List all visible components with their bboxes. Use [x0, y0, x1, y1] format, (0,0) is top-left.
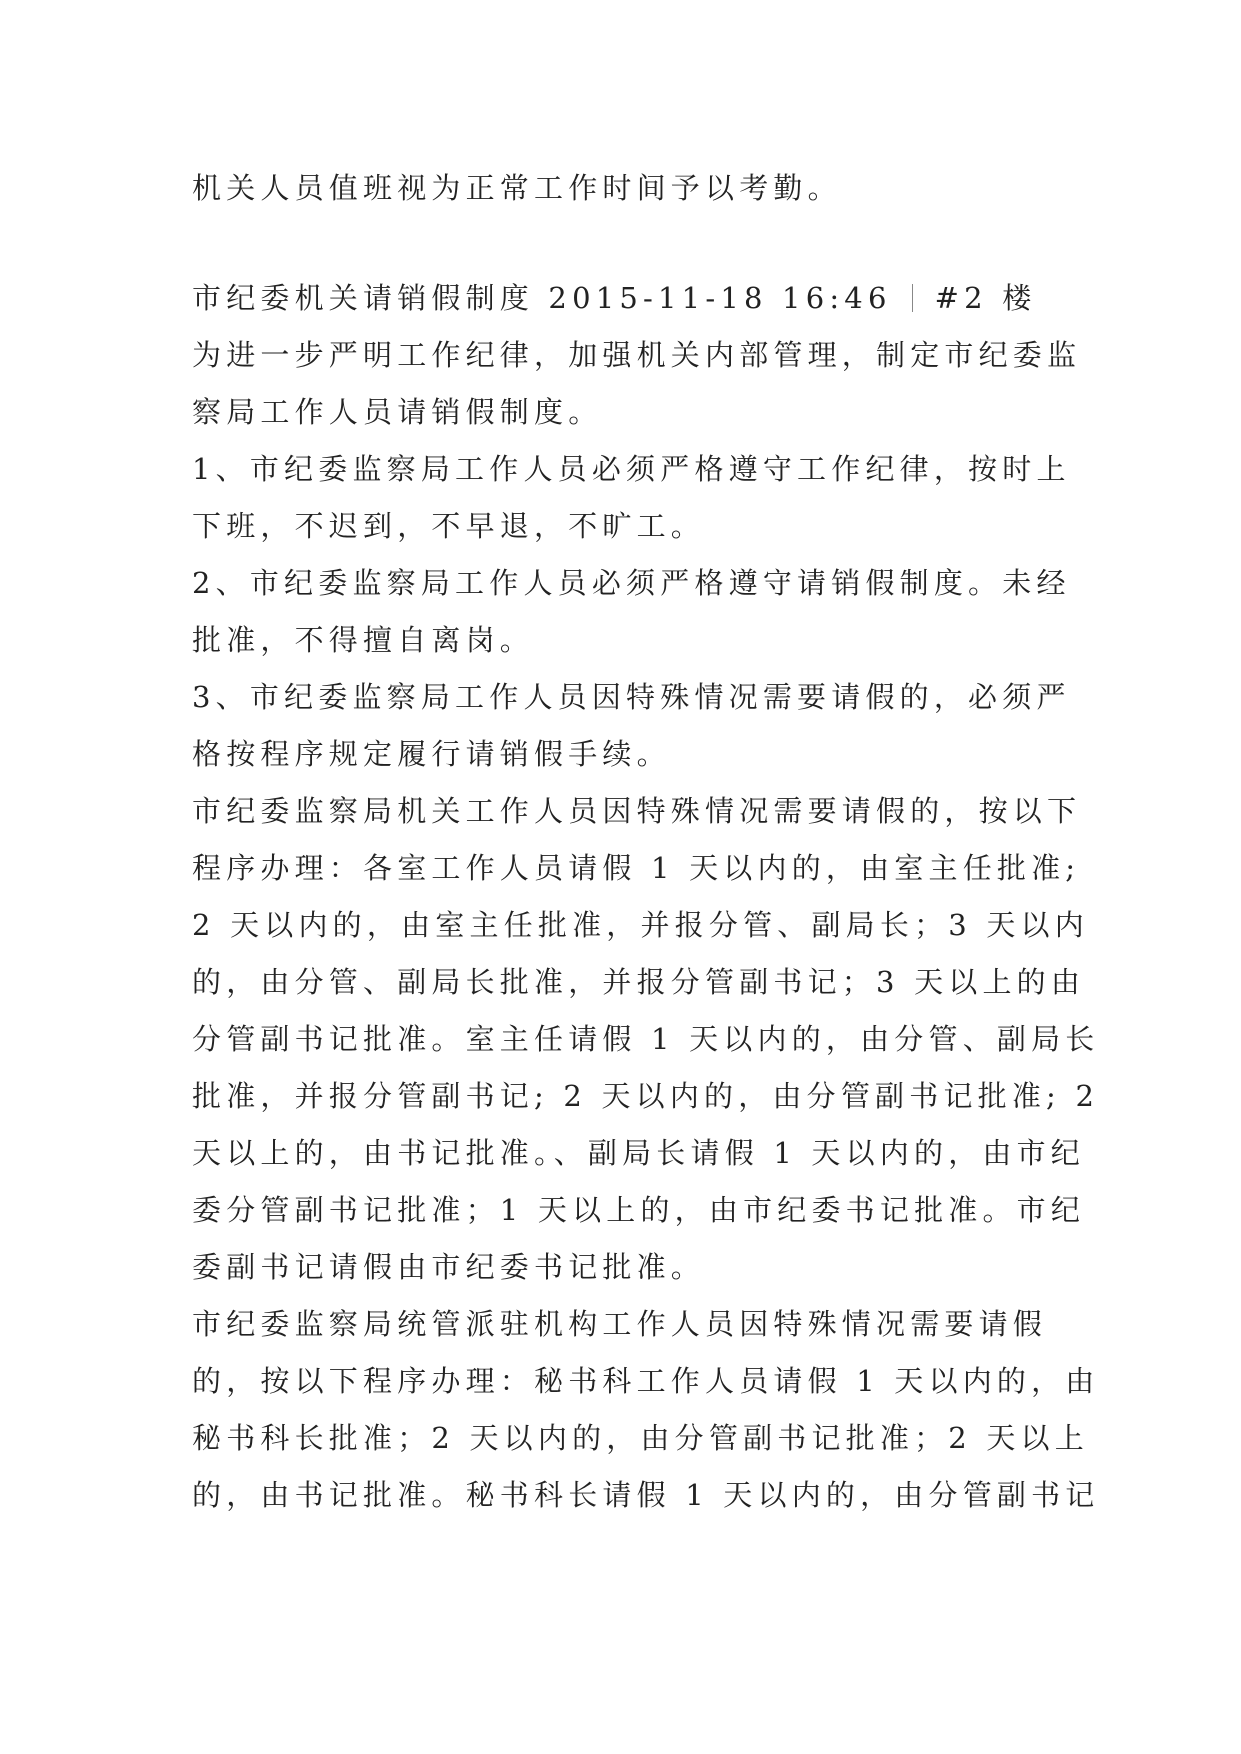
body-line: 1、市纪委监察局工作人员必须严格遵守工作纪律，按时上 — [192, 452, 1071, 486]
body-line: 委副书记请假由市纪委书记批准。 — [192, 1250, 706, 1284]
body-line: 秘书科长批准；2 天以内的，由分管副书记批准；2 天以上 — [192, 1421, 1089, 1455]
body-line: 市纪委监察局统管派驻机构工作人员因特殊情况需要请假 — [192, 1307, 1048, 1341]
body-line: 的，由分管、副局长批准，并报分管副书记；3 天以上的由 — [192, 965, 1086, 999]
body-line: 程序办理：各室工作人员请假 1 天以内的，由室主任批准; — [192, 851, 1081, 885]
body-line: 委分管副书记批准；1 天以上的，由市纪委书记批准。市纪 — [192, 1193, 1086, 1227]
body-line: 的，按以下程序办理：秘书科工作人员请假 1 天以内的，由 — [192, 1364, 1100, 1398]
body-line: 分管副书记批准。室主任请假 1 天以内的，由分管、副局长 — [192, 1022, 1100, 1056]
post-header — [192, 270, 1072, 327]
intro-line: 机关人员值班视为正常工作时间予以考勤。 — [192, 171, 842, 205]
body-line: 天以上的，由书记批准。、副局长请假 1 天以内的，由市纪 — [192, 1136, 1085, 1170]
body-line: 市纪委监察局机关工作人员因特殊情况需要请假的，按以下 — [192, 794, 1082, 828]
body-line: 3、市纪委监察局工作人员因特殊情况需要请假的，必须严 — [192, 680, 1071, 714]
body-line: 察局工作人员请销假制度。 — [192, 395, 603, 429]
body-line: 批准，并报分管副书记; 2 天以内的，由分管副书记批准; 2 — [192, 1079, 1100, 1113]
body-line: 2 天以内的，由室主任批准，并报分管、副局长；3 天以内 — [192, 908, 1089, 942]
document-page — [192, 160, 1100, 1524]
separator-divider — [912, 284, 913, 312]
body-line: 2、市纪委监察局工作人员必须严格遵守请销假制度。未经 — [192, 566, 1071, 600]
paragraph-gap — [192, 217, 1072, 270]
body-line: 格按程序规定履行请销假手续。 — [192, 737, 671, 771]
body-line: 为进一步严明工作纪律，加强机关内部管理，制定市纪委监 — [192, 338, 1082, 372]
body-line: 的，由书记批准。秘书科长请假 1 天以内的，由分管副书记 — [192, 1478, 1100, 1512]
body-line: 下班，不迟到，不早退，不旷工。 — [192, 509, 706, 543]
post-floor: #2 楼 — [934, 281, 1037, 315]
post-title-and-time: 市纪委机关请销假制度 2015-11-18 16:46 — [192, 281, 892, 315]
body-line: 批准，不得擅自离岗。 — [192, 623, 535, 657]
